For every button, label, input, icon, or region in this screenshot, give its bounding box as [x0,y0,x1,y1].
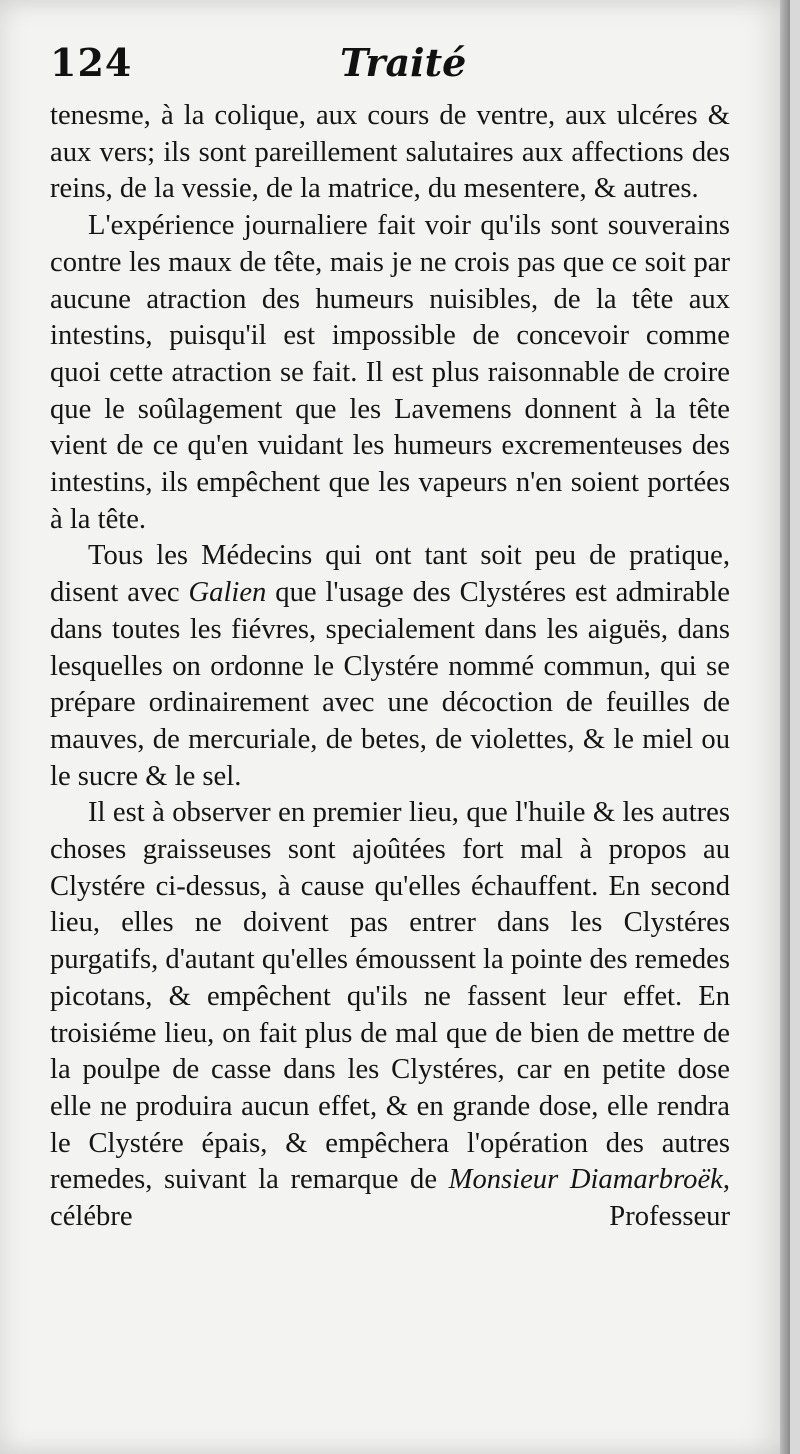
paragraph-3 [50,538,730,795]
paragraph-3-text-end: que l'usage des Clystéres est admirable dans toutes les fiévres, specialement dans les aiguës, dans lesquelles on ordonne le Clystére nommé commun, qui se prépare ordinairement avec une décoction de feuilles de mauves, de mercuriale, de betes, de violettes, & le miel ou le sucre & le sel. [50,577,731,792]
page-number: 124 [50,40,133,85]
author-name-diamarbroek: Monsieur Diamarbroëk [448,1164,723,1196]
page-header [50,40,730,90]
author-name-galien: Galien [188,577,267,609]
body-text [50,98,730,1236]
running-title: Traité [340,40,467,85]
paragraph-3-text-start: Tous les Médecins qui ont tant soit peu de pratique, disent avec [50,540,730,609]
page-edge-shadow [780,0,790,1454]
paragraph-2: L'expérience journaliere fait voir qu'ils sont souverains contre les maux de tête, mais je ne crois pas que ce soit par aucune atraction des humeurs nuisibles, de la tête aux intestins, puisqu'il est impossible de concevoir comme quoi cette atraction se fait. Il est plus raisonnable de croire que le soûlagement que les Lavemens donnent à la tête vient de ce qu'en vuidant les humeurs excrementeuses des intestins, ils empêchent que les vapeurs n'en soient portées à la tête. [50,210,730,535]
paragraph-4-text-start: Il est à observer en premier lieu, que l'huile & les autres choses graisseuses sont ajoûtées fort mal à propos au Clystére ci-dessus, à cause qu'elles échauffent. En second lieu, elles ne doivent pas entrer dans les Clystéres purgatifs, d'autant qu'elles émoussent la pointe des remedes picotans, & empêchent qu'ils ne fassent leur effet. En troisiéme lieu, on fait plus de mal que de bien de mettre de la poulpe de casse dans les Clystéres, car en petite dose elle ne produira aucun effet, & en grande dose, elle rendra le Clystére épais, & empêchera l'opération des autres remedes, suivant la remarque de [50,797,730,1196]
paragraph-4-text-end: , célébre Professeur [50,1164,730,1233]
paragraph-4 [50,795,730,1235]
paragraph-1: tenesme, à la colique, aux cours de ventre, aux ulcéres & aux vers; ils sont pareillement salutaires aux affections des reins, de la vessie, de la matrice, du mesentere, & autres. [50,100,730,205]
